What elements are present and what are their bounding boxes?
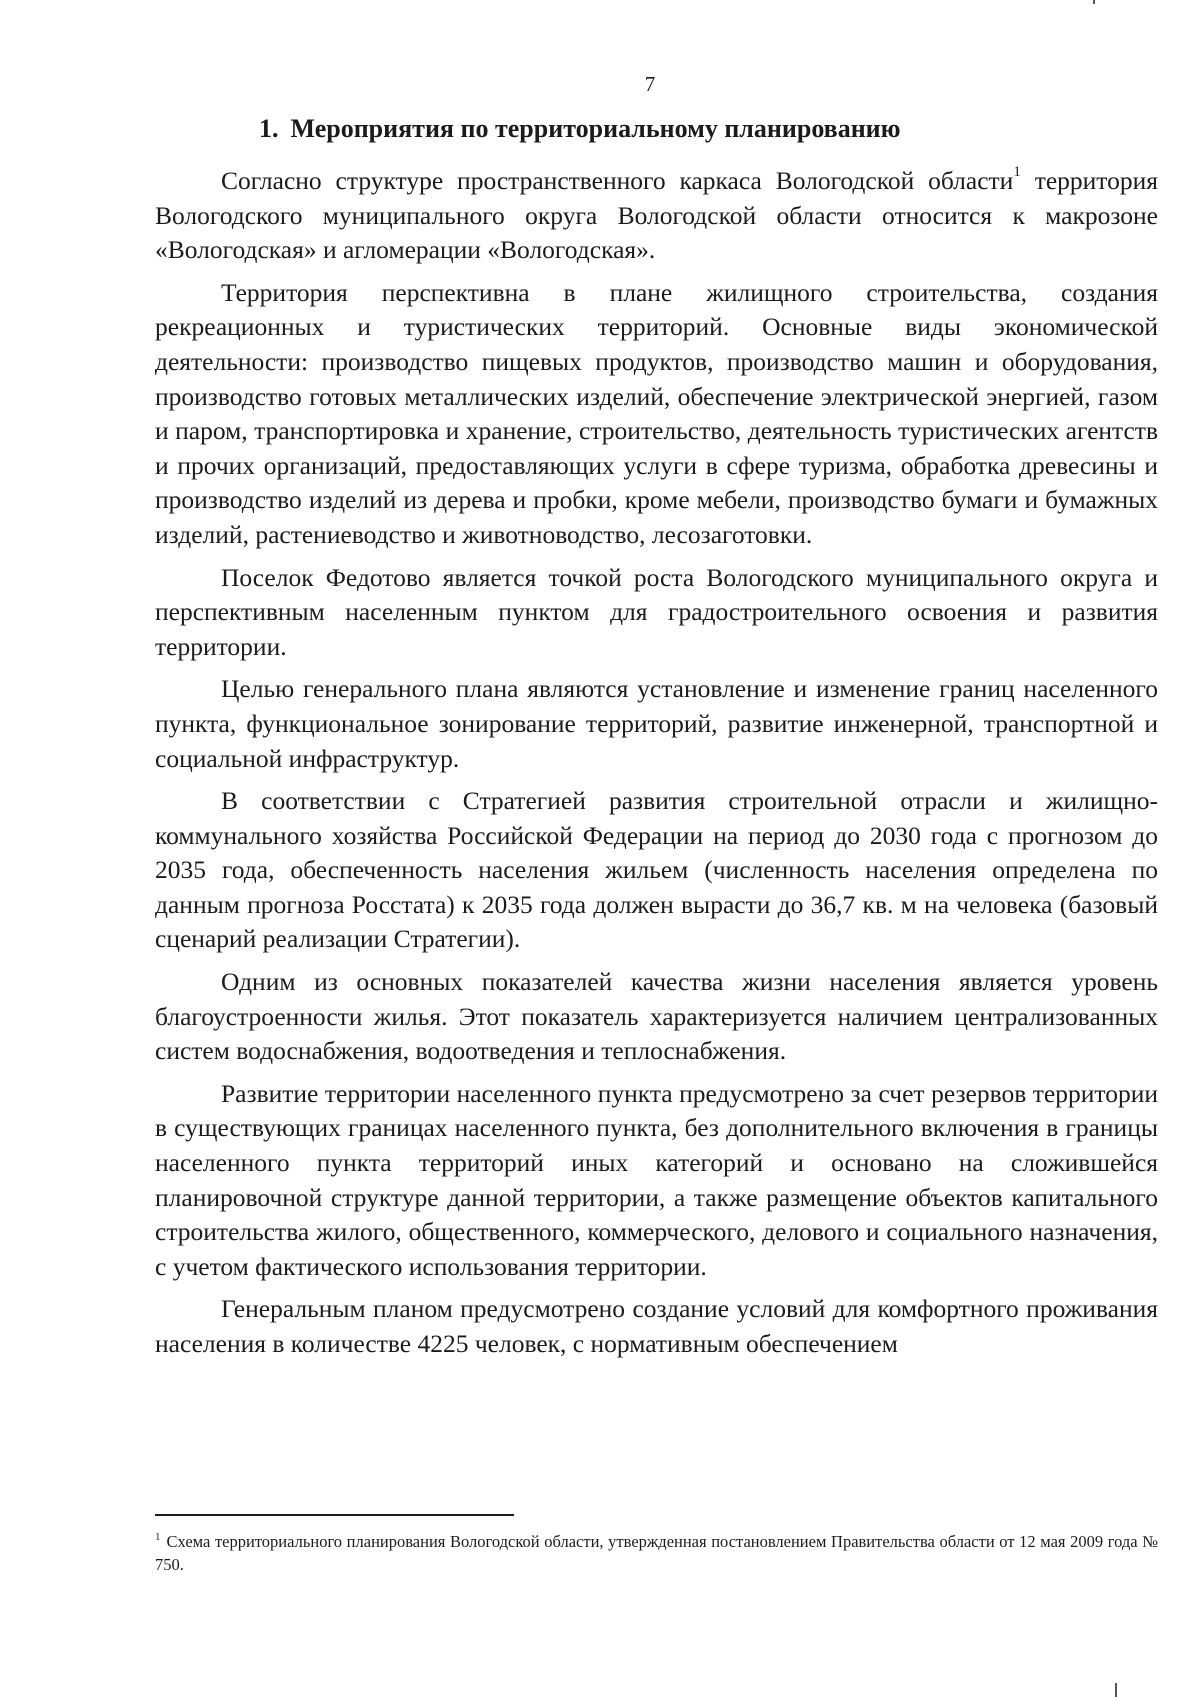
paragraph-4: Целью генерального плана являются установление и изменение границ населенного пункта, функциональное зонирование территорий, развитие инженерной, транспортной и социальной инфраструктур.: [155, 674, 1158, 773]
paragraph-7: Развитие территории населенного пункта предусмотрено за счет резервов территории в существующих границах населенного пункта, без дополнительного включения в границы населенного пункта территорий иных категорий и основано на сложившейся планировочной структуре данной территории, а также размещение объектов капитального строительства жилого, общественного, коммерческого, делового и социального назначения, с учетом фактического использования территории.: [155, 1078, 1158, 1281]
scan-edge-mark-bottom: [1115, 1683, 1117, 1697]
footnote-reference: 1: [1013, 164, 1021, 180]
paragraph-2: Территория перспективна в плане жилищного строительства, создания рекреационных и туристических территорий. Основные виды экономической деятельности: производство пищевых продуктов, производство машин и оборудования, производство готовых металлических изделий, обеспечение электрической энергией, газом и паром, транспортировка и хранение, строительство, деятельность туристических агентств и прочих организаций, предоставляющих услуги в сфере туризма, обработка древесины и производство изделий из дерева и пробки, кроме мебели, производство бумаги и бумажных изделий, растениеводство и животноводство, лесозаготовки.: [155, 277, 1158, 549]
footnote-marker: 1: [155, 1531, 161, 1543]
scan-edge-mark-top: [1093, 0, 1095, 4]
page-number: 7: [644, 72, 656, 96]
footnote: [155, 1530, 1158, 1576]
footnote-separator: [155, 1514, 514, 1516]
paragraph-6: Одним из основных показателей качества жизни населения является уровень благоустроенности жилья. Этот показатель характеризуется наличием централизованных систем водоснабжения, водоотведения и теплоснабжения.: [155, 967, 1158, 1066]
paragraph-8: Генеральным планом предусмотрено создание условий для комфортного проживания населения в количестве 4225 человек, с нормативным обеспечением: [155, 1294, 1158, 1358]
paragraph-1: [155, 164, 1158, 268]
paragraph-1-text-continued: территория Вологодского муниципального округа Вологодской области относится к макрозоне «Вологодская» и агломерации «Вологодская».: [155, 166, 1158, 265]
paragraph-5: В соответствии с Стратегией развития строительной отрасли и жилищно-коммунального хозяйства Российской Федерации на период до 2030 года с прогнозом до 2035 года, обеспеченность населения жильем (численность населения определена по данным прогноза Росстата) к 2035 года должен вырасти до 36,7 кв. м на человека (базовый сценарий реализации Стратегии).: [155, 786, 1158, 954]
section-title: Мероприятия по территориальному планированию: [290, 114, 901, 143]
paragraph-1-text: Согласно структуре пространственного каркаса Вологодской области: [221, 166, 1014, 195]
section-heading: [259, 114, 1059, 144]
body-text: [155, 164, 1158, 1362]
section-number: 1.: [259, 114, 279, 143]
paragraph-3: Поселок Федотово является точкой роста Вологодского муниципального округа и перспективным населенным пунктом для градостроительного освоения и развития территории.: [155, 562, 1158, 661]
footnote-text: Схема территориального планирования Вологодской области, утвержденная постановлением Правительства области от 12 мая 2009 года № 750.: [155, 1532, 1158, 1574]
